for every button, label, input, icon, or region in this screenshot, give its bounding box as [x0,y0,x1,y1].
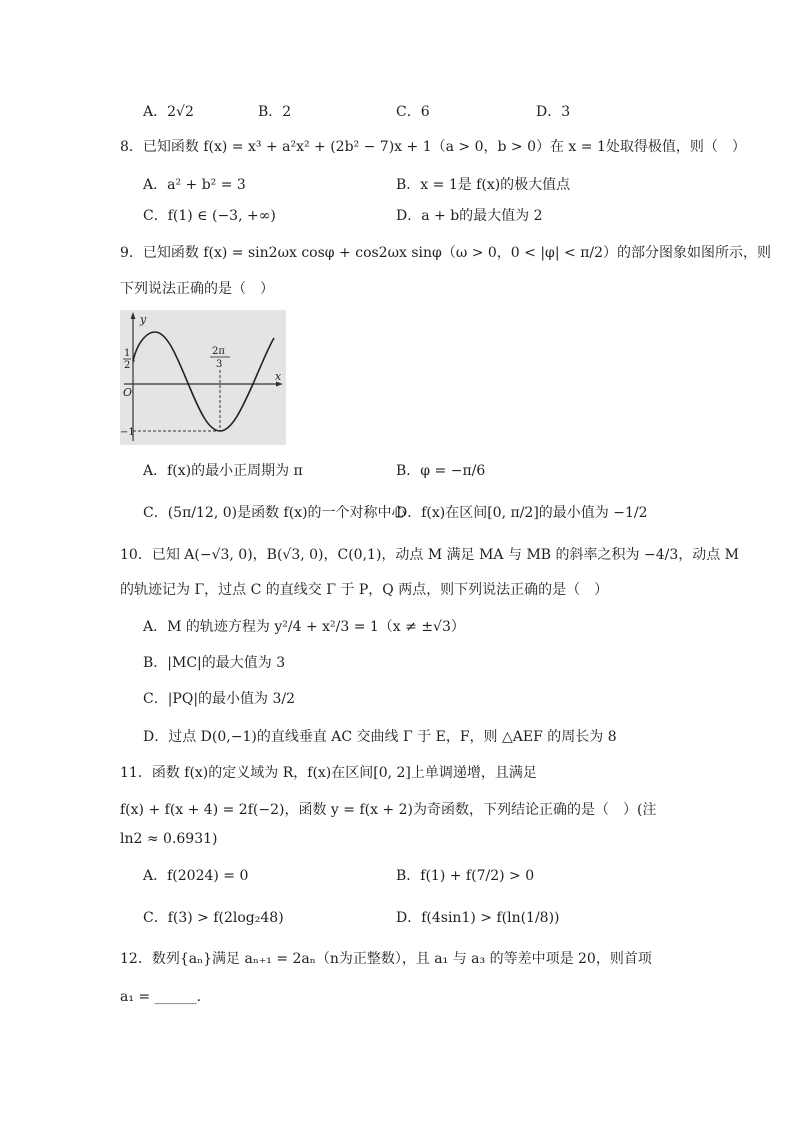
q8-option-c: C．f(1) ∈ (−3, +∞) [143,208,276,224]
q10-option-a: A．M 的轨迹方程为 y²/4 + x²/3 = 1（x ≠ ±√3） [143,619,465,635]
q9-option-a: A．f(x)的最小正周期为 π [143,463,303,479]
q11-option-b: B．f(1) + f(7/2) > 0 [396,868,535,884]
q11-option-c: C．f(3) > f(2log₂48) [143,910,284,926]
q7-option-b: B．2 [258,104,292,120]
q9-option-b: B．φ = −π/6 [396,463,486,479]
graph-background [120,310,286,445]
q10-option-c: C．|PQ|的最小值为 3/2 [143,691,296,707]
q9-sine-graph [120,310,286,445]
q9-stem-line2: 下列说法正确的是（ ） [120,281,274,297]
q12-stem-line2: a₁ = ______. [120,989,202,1005]
q7-option-d: D．3 [536,104,571,120]
q9-option-d: D．f(x)在区间[0, π/2]的最小值为 −1/2 [396,505,648,521]
q8-option-b: B．x = 1是 f(x)的极大值点 [396,177,571,193]
q9-option-c: C．(5π/12, 0)是函数 f(x)的一个对称中心 [143,505,406,521]
q10-stem-line1: 10．已知 A(−√3, 0)，B(√3, 0)，C(0,1)，动点 M 满足 MA 与 MB 的斜率之积为 −4/3，动点 M [120,547,740,563]
min-label: −1 [120,427,135,438]
q12-stem-line1: 12．数列{aₙ}满足 aₙ₊₁ = 2aₙ（n为正整数），且 a₁ 与 a₃ 的等差中项是 20，则首项 [120,951,652,967]
peak-label-num: 2π [212,346,225,357]
q11-stem-line3: ln2 ≈ 0.6931) [120,831,218,847]
y-axis-label: y [140,313,147,326]
q11-stem-line1: 11．函数 f(x)的定义域为 R，f(x)在区间[0, 2]上单调递增，且满足 [120,765,537,781]
origin-label: O [123,386,133,399]
half-label-den: 2 [124,360,131,371]
q8-option-a: A．a² + b² = 3 [143,177,246,193]
q7-option-c: C．6 [396,104,430,120]
q11-option-a: A．f(2024) = 0 [143,868,249,884]
q10-option-b: B．|MC|的最大值为 3 [143,655,286,671]
half-label-num: 1 [124,348,131,359]
q8-option-d: D．a + b的最大值为 2 [396,208,543,224]
q10-stem-line2: 的轨迹记为 Γ，过点 C 的直线交 Γ 于 P，Q 两点，则下列说法正确的是（ ） [120,582,609,598]
q9-stem-line1: 9．已知函数 f(x) = sin2ωx cosφ + cos2ωx sinφ（ω > 0，0 < |φ| < π/2）的部分图象如图所示，则 [120,245,772,261]
q10-option-d: D．过点 D(0,−1)的直线垂直 AC 交曲线 Γ 于 E，F，则 △AEF 的周长为 8 [143,729,617,745]
q11-option-d: D．f(4sin1) > f(ln(1/8)) [396,910,560,926]
x-axis-label: x [275,370,282,383]
q8-stem: 8．已知函数 f(x) = x³ + a²x² + (2b² − 7)x + 1（a > 0，b > 0）在 x = 1处取得极值，则（ ） [120,139,746,155]
q11-stem-line2: f(x) + f(x + 4) = 2f(−2)，函数 y = f(x + 2)为奇函数，下列结论正确的是（ ）(注 [120,802,657,818]
q7-option-a: A．2√2 [143,104,194,120]
peak-label-den: 3 [216,359,223,370]
